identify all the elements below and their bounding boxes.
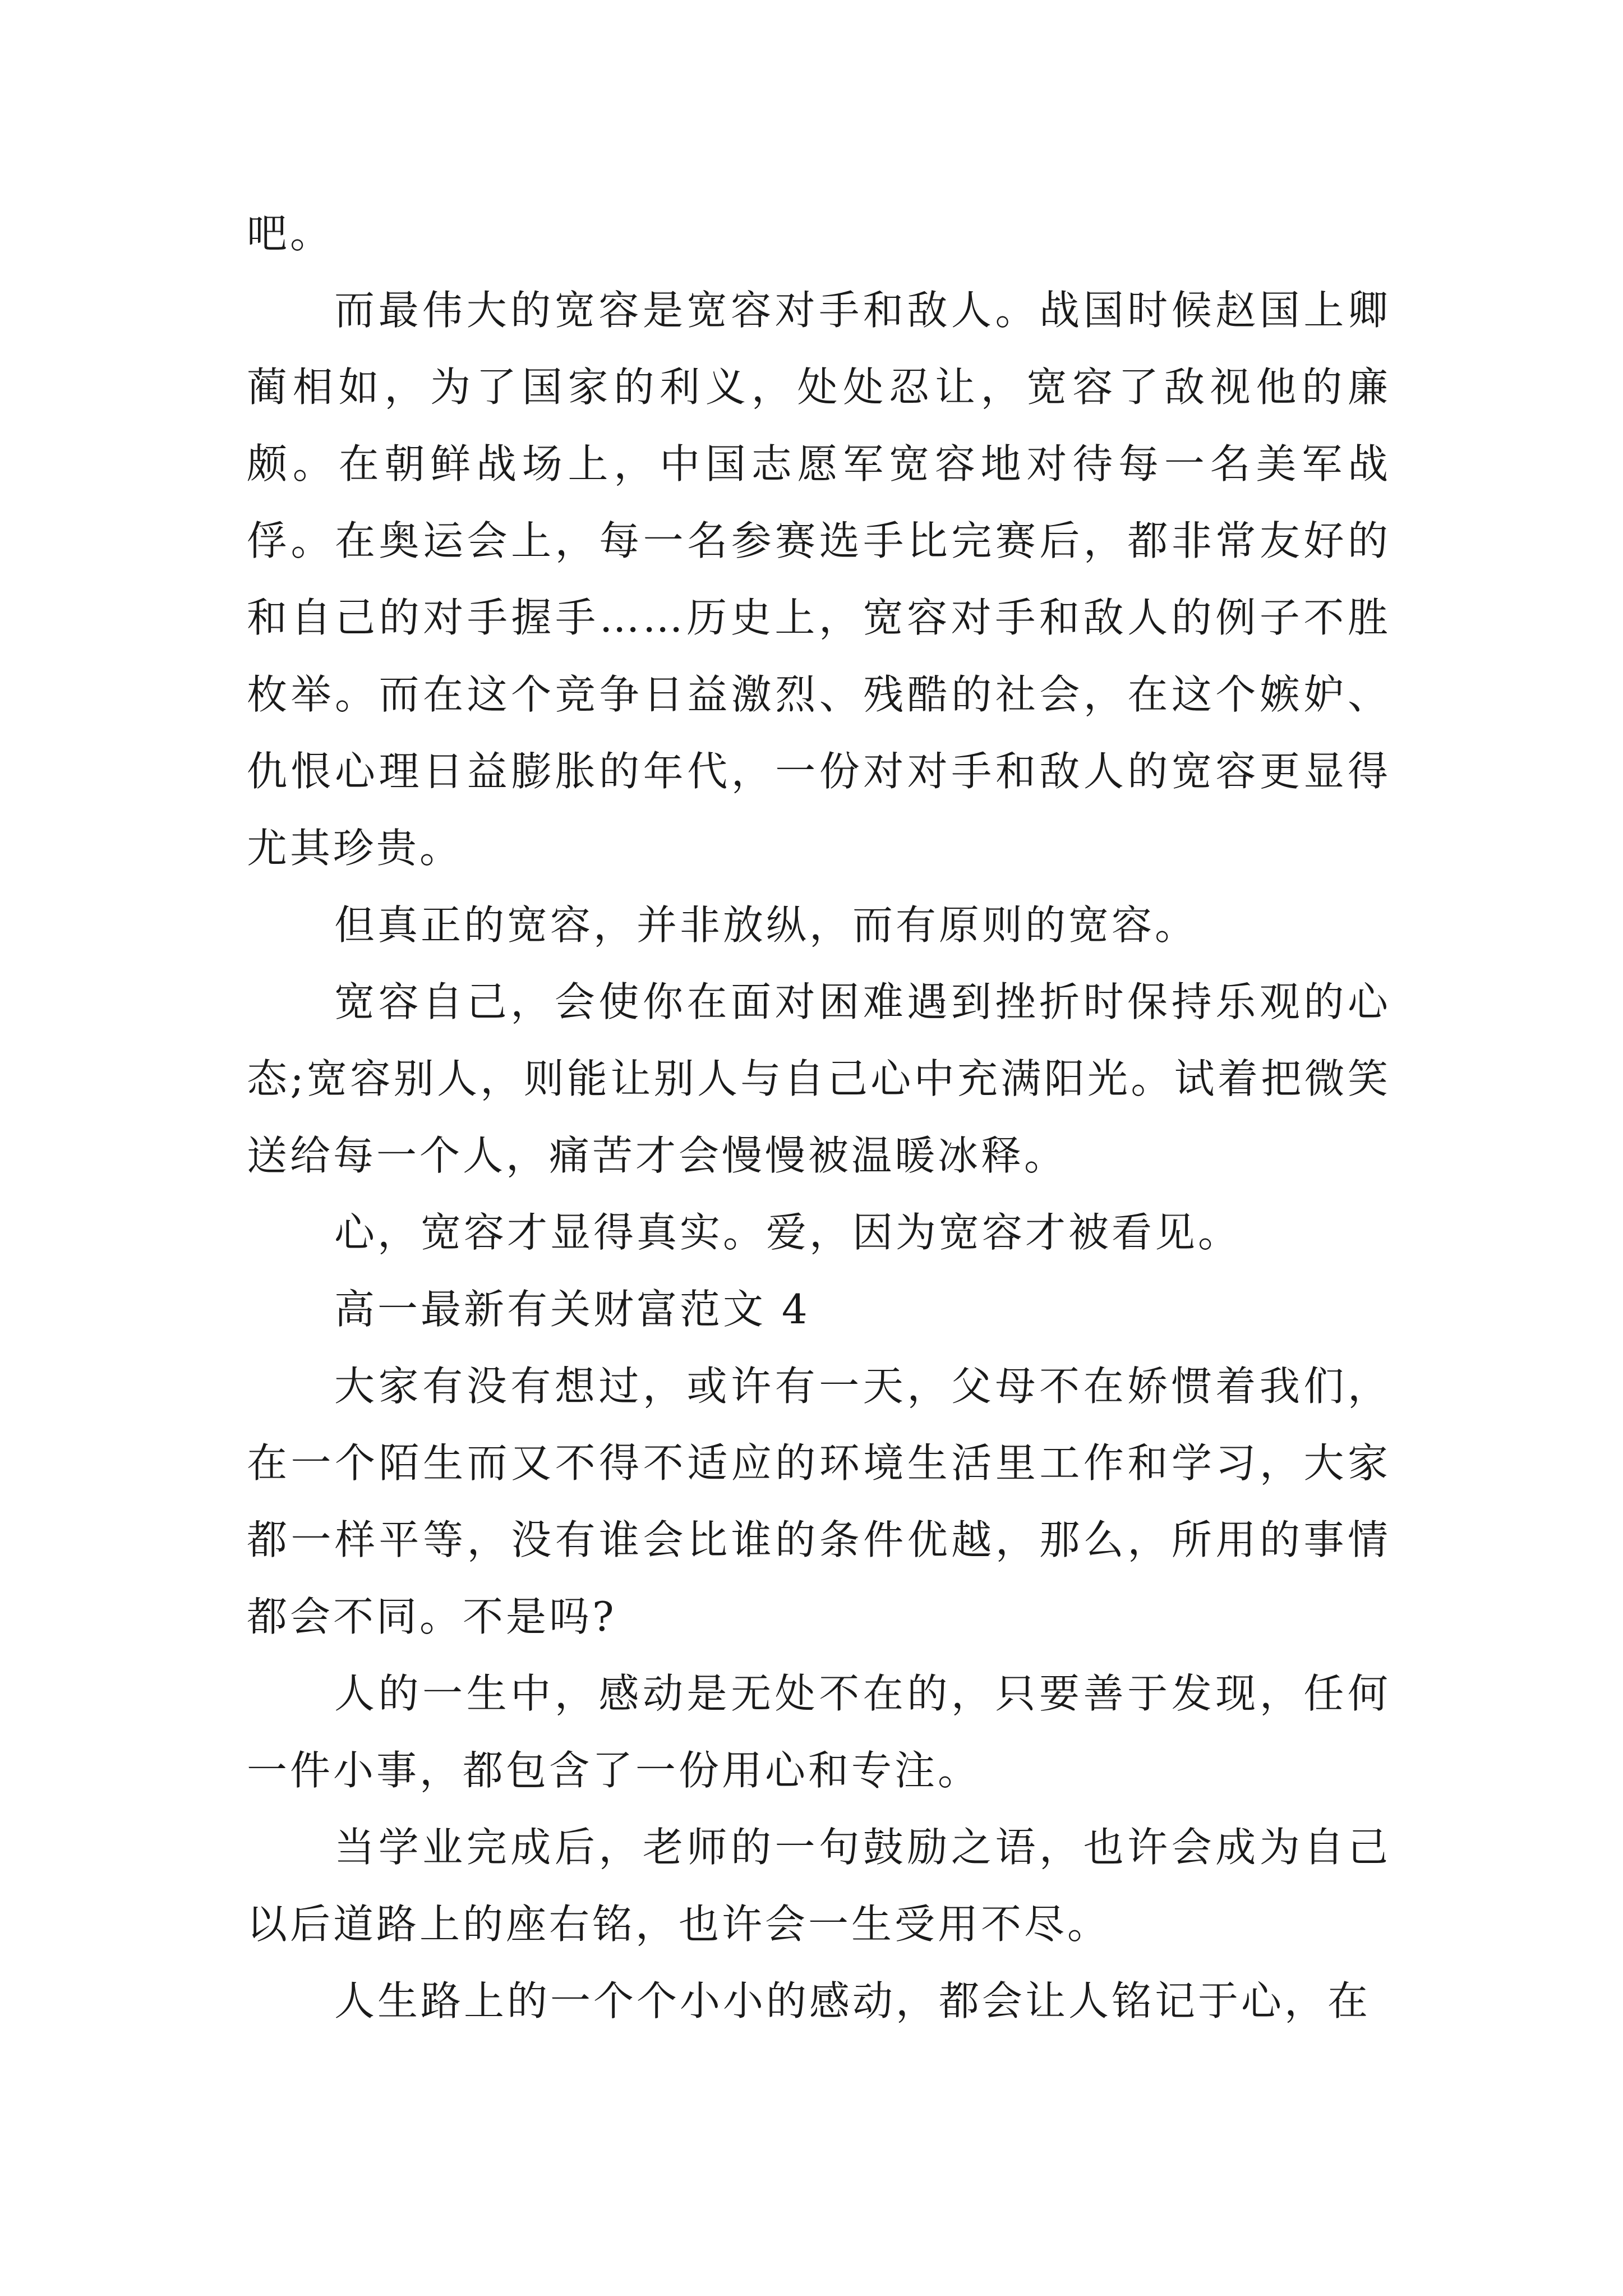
paragraph-life-road: 人生路上的一个个小小的感动，都会让人铭记于心，在 <box>334 1977 1371 2024</box>
paragraph-heart-love: 心，宽容才显得真实。爱，因为宽容才被看见。 <box>334 1209 1242 1256</box>
paragraph-tolerate-self: 宽容自己，会使你在面对困难遇到挫折时保持乐观的心态;宽容别人，则能让别人与自己心中充满阳光。试着把微笑送给每一个人，痛苦才会慢慢被温暖冰释。 <box>247 978 1391 1179</box>
paragraph-true-tolerance: 但真正的宽容，并非放纵，而有原则的宽容。 <box>334 901 1198 949</box>
article-body <box>247 195 1391 2040</box>
paragraph-teacher-words: 当学业完成后，老师的一句鼓励之语，也许会成为自己以后道路上的座右铭，也许会一生受用不尽。 <box>247 1824 1391 1948</box>
paragraph-moved-everywhere: 人的一生中，感动是无处不在的，只要善于发现，任何一件小事，都包含了一份用心和专注。 <box>247 1670 1391 1794</box>
paragraph-have-you-thought: 大家有没有想过，或许有一天，父母不在娇惯着我们，在一个陌生而又不得不适应的环境生活里工作和学习，大家都一样平等，没有谁会比谁的条件优越，那么，所用的事情都会不同。不是吗? <box>247 1363 1391 1640</box>
section-heading: 高一最新有关财富范文 4 <box>334 1286 810 1333</box>
paragraph-tolerance-enemies: 而最伟大的宽容是宽容对手和敌人。战国时候赵国上卿蔺相如，为了国家的利义，处处忍让，宽容了敌视他的廉颇。在朝鲜战场上，中国志愿军宽容地对待每一名美军战俘。在奥运会上，每一名参赛选手比完赛后，都非常友好的和自己的对手握手……历史上，宽容对手和敌人的例子不胜枚举。而在这个竞争日益激烈、残酷的社会，在这个嫉妒、仇恨心理日益膨胀的年代，一份对对手和敌人的宽容更显得尤其珍贵。 <box>247 287 1391 872</box>
paragraph-continuation: 吧。 <box>247 210 334 257</box>
